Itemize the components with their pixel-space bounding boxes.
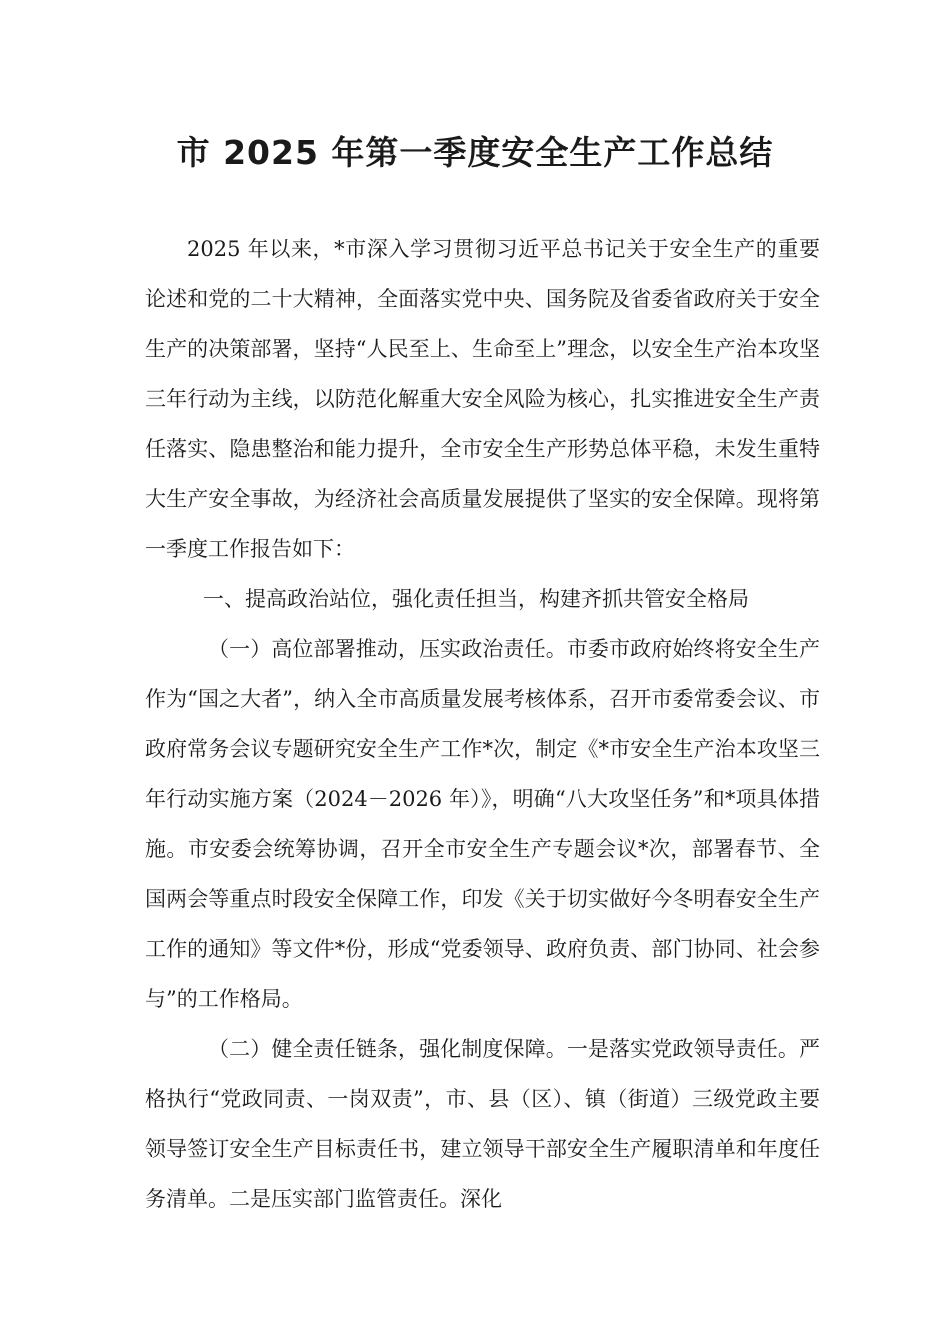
intro-paragraph: 2025 年以来，*市深入学习贯彻习近平总书记关于安全生产的重要论述和党的二十大精神，全面落实党中央、国务院及省委省政府关于安全生产的决策部署，坚持“人民至上、生命至上”理念，以安全生产治本攻坚三年行动为主线，以防范化解重大安全风险为核心，扎实推进安全生产责任落实、隐患整治和能力提升，全市安全生产形势总体平稳，未发生重特大生产安全事故，为经济社会高质量发展提供了坚实的安全保障。现将第一季度工作报告如下： — [145, 237, 820, 561]
section-heading-1: 一、提高政治站位，强化责任担当，构建齐抓共管安全格局 — [203, 587, 749, 611]
document-body — [145, 224, 820, 1224]
subsection-paragraph-1: （一）高位部署推动，压实政治责任。市委市政府始终将安全生产作为“国之大者”，纳入全市高质量发展考核体系，召开市委常委会议、市政府常务会议专题研究安全生产工作*次，制定《*市安全生产治本攻坚三年行动实施方案（2024－2026 年）》，明确“八大攻坚任务”和*项具体措施。市安委会统筹协调，召开全市安全生产专题会议*次，部署春节、全国两会等重点时段安全保障工作，印发《关于切实做好今冬明春安全生产工作的通知》等文件*份，形成“党委领导、政府负责、部门协同、社会参与”的工作格局。 — [145, 637, 821, 1011]
subsection-paragraph-2: （二）健全责任链条，强化制度保障。一是落实党政领导责任。严格执行“党政同责、一岗双责”，市、县（区）、镇（街道）三级党政主要领导签订安全生产目标责任书，建立领导干部安全生产履职清单和年度任务清单。二是压实部门监管责任。深化 — [145, 1037, 820, 1211]
document-title: 市 2025 年第一季度安全生产工作总结 — [176, 133, 774, 172]
